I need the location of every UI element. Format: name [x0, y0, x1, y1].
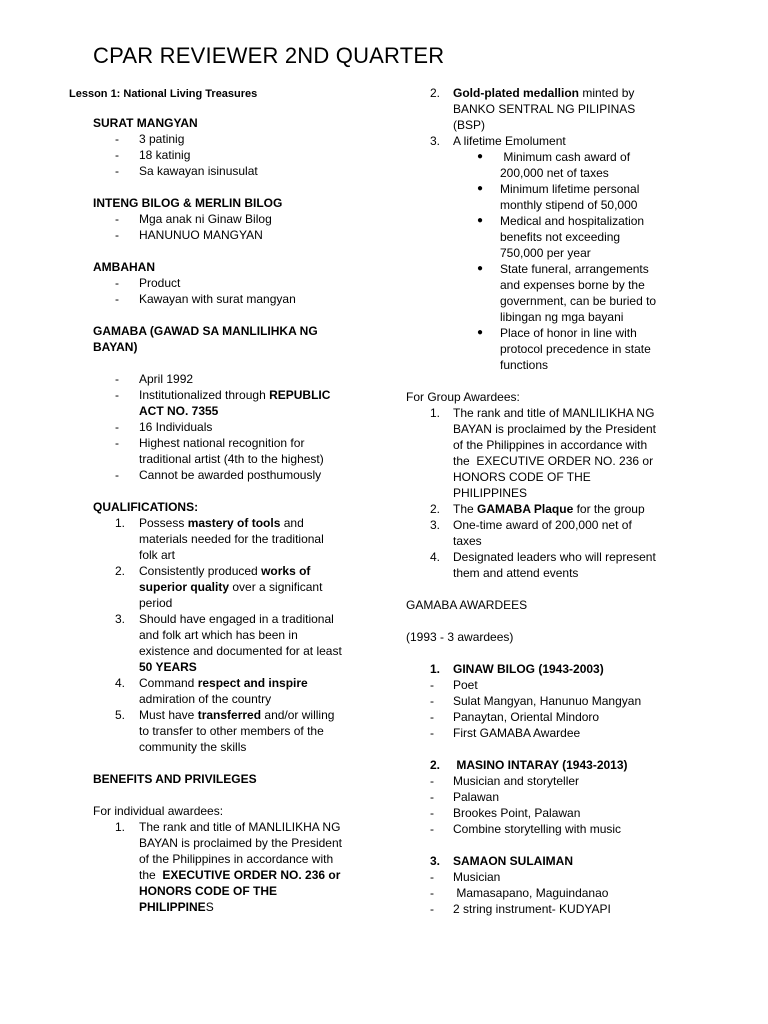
dash-marker: - — [115, 212, 119, 226]
text: for the group — [573, 502, 645, 516]
list-item: The rank and title of MANLILIKHA NG — [139, 820, 341, 834]
dash-marker: - — [430, 870, 434, 884]
text: over a significant — [229, 580, 323, 594]
dash-marker: - — [430, 710, 434, 724]
list-item: Brookes Point, Palawan — [453, 806, 581, 820]
left-column — [93, 115, 393, 915]
dash-marker: - — [430, 790, 434, 804]
list-item-cont: 50 YEARS — [139, 660, 197, 674]
list-item: One-time award of 200,000 net of — [453, 518, 632, 532]
list-item: Sa kawayan isinusulat — [139, 164, 258, 178]
section-heading: BENEFITS AND PRIVILEGES — [93, 772, 257, 786]
number-marker: 1. — [115, 820, 126, 834]
list-item: First GAMABA Awardee — [453, 726, 581, 740]
dash-marker: - — [115, 276, 119, 290]
text: the — [139, 868, 163, 882]
bullet-item-cont: protocol precedence in state — [500, 342, 651, 356]
list-item-cont: to transfer to other members of the — [139, 724, 324, 738]
list-item: The rank and title of MANLILIKHA NG — [453, 406, 655, 420]
paragraph: For individual awardees: — [93, 804, 224, 818]
list-item: April 1992 — [139, 372, 194, 386]
dash-marker: - — [115, 372, 119, 386]
text: and — [280, 516, 304, 530]
dash-marker: - — [430, 774, 434, 788]
list-item-cont: HONORS CODE OF THE — [453, 470, 591, 484]
list-item-cont: BAYAN is proclaimed by the President — [453, 422, 656, 436]
number-marker: 3. — [430, 854, 441, 868]
bold-text: mastery of tools — [187, 516, 281, 530]
list-item: Kawayan with surat mangyan — [139, 292, 296, 306]
bold-text: PHILIPPINE — [139, 900, 206, 914]
list-item-cont: BANKO SENTRAL NG PILIPINAS — [453, 102, 636, 116]
number-marker: 1. — [115, 516, 126, 530]
list-item: Sulat Mangyan, Hanunuo Mangyan — [453, 694, 642, 708]
number-marker: 4. — [430, 550, 441, 564]
bullet-item-cont: and expenses borne by the — [500, 278, 645, 292]
dash-marker: - — [430, 694, 434, 708]
paragraph: For Group Awardees: — [406, 390, 520, 404]
awardee-name: SAMAON SULAIMAN — [453, 854, 573, 868]
bold-text: respect and inspire — [197, 676, 308, 690]
dash-marker: - — [430, 886, 434, 900]
list-item-cont — [139, 867, 340, 883]
lesson-heading: Lesson 1: National Living Treasures — [69, 88, 258, 100]
list-item: Mamasapano, Maguindanao — [453, 886, 609, 900]
text: Institutionalized through — [139, 388, 270, 402]
bullet-icon: ● — [477, 215, 484, 226]
bold-text: GAMABA Plaque — [477, 502, 574, 516]
bold-text: REPUBLIC — [269, 388, 331, 402]
bold-text: superior quality — [139, 580, 230, 594]
list-item: Poet — [453, 678, 478, 692]
section-heading: INTENG BILOG & MERLIN BILOG — [93, 196, 283, 210]
number-marker: 2. — [430, 502, 441, 516]
bullet-icon: ● — [477, 151, 484, 162]
bold-text: EXECUTIVE ORDER NO. 236 or — [162, 868, 341, 882]
list-item-cont: admiration of the country — [139, 692, 272, 706]
bullet-icon: ● — [477, 263, 484, 274]
list-item: Cannot be awarded posthumously — [139, 468, 322, 482]
page-title: CPAR REVIEWER 2ND QUARTER — [93, 43, 445, 68]
list-item-cont: taxes — [453, 534, 482, 548]
list-item: Designated leaders who will represent — [453, 550, 656, 564]
bullet-icon: ● — [477, 327, 484, 338]
dash-marker: - — [430, 726, 434, 740]
list-item-cont: community the skills — [139, 740, 247, 754]
bold-text: transferred — [197, 708, 262, 722]
list-item — [139, 563, 310, 579]
list-item-cont: BAYAN is proclaimed by the President — [139, 836, 342, 850]
awardee-name: MASINO INTARAY (1943-2013) — [453, 758, 628, 772]
bullet-item: State funeral, arrangements — [500, 262, 649, 276]
bullet-item-cont: benefits not exceeding — [500, 230, 621, 244]
section-heading: SURAT MANGYAN — [93, 116, 198, 130]
number-marker: 3. — [430, 518, 441, 532]
list-item-cont: traditional artist (4th to the highest) — [139, 452, 324, 466]
bullet-item: Medical and hospitalization — [500, 214, 645, 228]
list-item: Panaytan, Oriental Mindoro — [453, 710, 600, 724]
number-marker: 3. — [430, 134, 441, 148]
bullet-item: Place of honor in line with — [500, 326, 637, 340]
list-item-cont — [139, 579, 322, 595]
list-item: Musician — [453, 870, 501, 884]
number-marker: 2. — [430, 86, 441, 100]
dash-marker: - — [115, 164, 119, 178]
section-heading-cont: BAYAN) — [93, 340, 138, 354]
text: S — [205, 900, 214, 914]
list-item: Mga anak ni Ginaw Bilog — [139, 212, 272, 226]
list-item-cont: them and attend events — [453, 566, 579, 580]
list-item — [453, 85, 634, 101]
awardee-name: GINAW BILOG (1943-2003) — [453, 662, 604, 676]
number-marker: 3. — [115, 612, 126, 626]
list-item-cont: (BSP) — [453, 118, 486, 132]
list-item: 18 katinig — [139, 148, 191, 162]
bold-text: Gold-plated medallion — [453, 86, 580, 100]
bullet-item-cont: 200,000 net of taxes — [500, 166, 609, 180]
list-item: 16 Individuals — [139, 420, 213, 434]
paragraph: (1993 - 3 awardees) — [406, 630, 514, 644]
dash-marker: - — [115, 388, 119, 402]
list-item: HANUNUO MANGYAN — [139, 228, 263, 242]
list-item-cont: of the Philippines in accordance with — [453, 438, 648, 452]
number-marker: 1. — [430, 662, 441, 676]
list-item: Musician and storyteller — [453, 774, 580, 788]
number-marker: 2. — [115, 564, 126, 578]
list-item: 3 patinig — [139, 132, 185, 146]
number-marker: 2. — [430, 758, 441, 772]
section-heading: QUALIFICATIONS: — [93, 500, 199, 514]
text: Possess — [139, 516, 188, 530]
bullet-item: Minimum lifetime personal — [500, 182, 640, 196]
list-item — [139, 387, 330, 403]
list-item-cont: HONORS CODE OF THE — [139, 884, 278, 898]
paragraph: GAMABA AWARDEES — [406, 598, 528, 612]
bullet-item-cont: government, can be buried to — [500, 294, 657, 308]
list-item-cont: and folk art which has been in — [139, 628, 298, 642]
list-item-cont: folk art — [139, 548, 176, 562]
text: Must have — [139, 708, 198, 722]
dash-marker: - — [115, 436, 119, 450]
dash-marker: - — [430, 678, 434, 692]
bullet-item-cont: functions — [500, 358, 549, 372]
dash-marker: - — [115, 228, 119, 242]
text: The — [453, 502, 478, 516]
section-heading: GAMABA (GAWAD SA MANLILIHKA NG — [93, 324, 318, 338]
list-item-cont — [139, 899, 214, 915]
list-item — [139, 707, 334, 723]
list-item: Should have engaged in a traditional — [139, 612, 334, 626]
number-marker: 1. — [430, 406, 441, 420]
bullet-item-cont: libingan ng mga bayani — [500, 310, 624, 324]
dash-marker: - — [430, 822, 434, 836]
number-marker: 4. — [115, 676, 126, 690]
dash-marker: - — [430, 902, 434, 916]
list-item: Palawan — [453, 790, 500, 804]
list-item: 2 string instrument- KUDYAPI — [453, 902, 611, 916]
list-item: Highest national recognition for — [139, 436, 305, 450]
list-item: Product — [139, 276, 181, 290]
list-item-cont: the EXECUTIVE ORDER NO. 236 or — [453, 454, 654, 468]
bullet-item: Minimum cash award of — [500, 150, 631, 164]
number-marker: 5. — [115, 708, 126, 722]
list-item-cont: ACT NO. 7355 — [139, 404, 219, 418]
list-item-cont: materials needed for the traditional — [139, 532, 324, 546]
text: and/or willing — [261, 708, 335, 722]
list-item — [453, 501, 645, 517]
dash-marker: - — [115, 148, 119, 162]
text: minted by — [579, 86, 635, 100]
list-item: A lifetime Emolument — [453, 134, 566, 148]
list-item: Combine storytelling with music — [453, 822, 622, 836]
section-heading: AMBAHAN — [93, 260, 155, 274]
list-item — [139, 675, 308, 691]
bullet-item-cont: 750,000 per year — [500, 246, 591, 260]
bullet-item-cont: monthly stipend of 50,000 — [500, 198, 638, 212]
list-item-cont: existence and documented for at least — [139, 644, 342, 658]
bullet-icon: ● — [477, 183, 484, 194]
bold-text: works of — [261, 564, 311, 578]
list-item — [139, 515, 304, 531]
text: Command — [139, 676, 198, 690]
dash-marker: - — [115, 468, 119, 482]
dash-marker: - — [115, 420, 119, 434]
text: Consistently produced — [139, 564, 262, 578]
dash-marker: - — [430, 806, 434, 820]
list-item-cont: period — [139, 596, 173, 610]
list-item-cont: of the Philippines in accordance with — [139, 852, 334, 866]
list-item-cont: PHILIPPINES — [453, 486, 528, 500]
dash-marker: - — [115, 292, 119, 306]
dash-marker: - — [115, 132, 119, 146]
right-column — [406, 85, 746, 917]
